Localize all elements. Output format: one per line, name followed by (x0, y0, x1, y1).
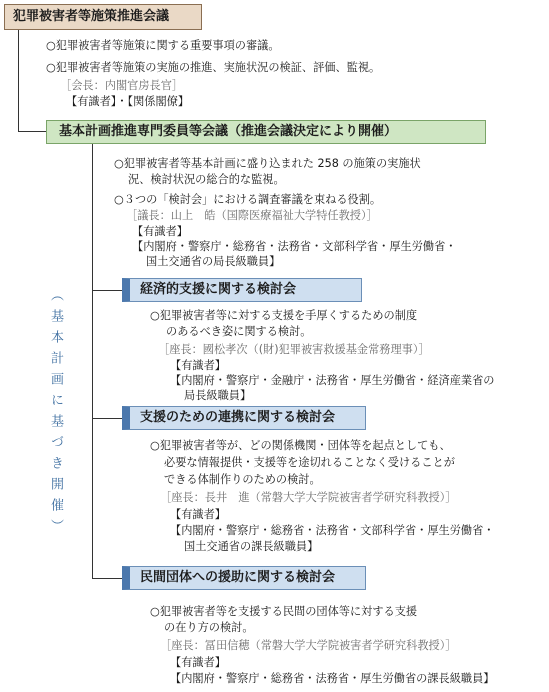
wg1-line-1: ○犯罪被害者等に対する支援を手厚くするための制度 (150, 309, 418, 322)
council-chair: ［会長：内閣官房長官］ (60, 79, 184, 92)
wg3-gov-1: 【内閣府・警察庁・総務省・法務省・厚生労働省の課長級職員】 (170, 672, 495, 685)
connector-committee (92, 144, 93, 578)
wg1-line-2: のあるべき姿に関する検討。 (166, 325, 312, 338)
wg1-members-label: 【有識者】 (170, 359, 226, 372)
wg3-chair: ［座長：冨田信穂（常磐大学大学院被害者学研究科教授）］ (160, 639, 457, 652)
council-title: 犯罪被害者等施策推進会議 (4, 4, 202, 30)
wg1-gov-1: 【内閣府・警察庁・金融庁・法務省・厚生労働省・経済産業省の (170, 374, 495, 387)
committee-item-2: ○３つの「検討会」における調査審議を束ねる役割。 (114, 193, 382, 206)
connector-wg2 (92, 418, 122, 419)
connector-wg3 (92, 578, 122, 579)
wg1-chair: ［座長：國松孝次（(財)犯罪被害救援基金常務理事）］ (158, 343, 430, 356)
wg2-gov-2: 国土交通省の課長級職員】 (184, 540, 319, 553)
committee-title: 基本計画推進専門委員等会議（推進会議決定により開催） (46, 120, 486, 144)
connector-wg1 (92, 290, 122, 291)
wg2-members-label: 【有識者】 (170, 508, 226, 521)
wg2-line-3: できる体制作りのための検討。 (164, 473, 321, 486)
wg3-line-1: ○犯罪被害者等を支援する民間の団体等に対する支援 (150, 605, 418, 618)
committee-item-1a: ○犯罪被害者等基本計画に盛り込まれた 258 の施策の実施状 (114, 157, 421, 170)
council-item-1: ○犯罪被害者等施策に関する重要事項の審議。 (46, 39, 280, 52)
wg2-line-2: 必要な情報提供・支援等を途切れることなく受けることが (164, 456, 455, 469)
wg2-gov-1: 【内閣府・警察庁・総務省・法務省・文部科学省・厚生労働省・ (170, 524, 495, 537)
wg3-members-label: 【有識者】 (170, 656, 226, 669)
connector-council (18, 30, 19, 131)
committee-gov-2: 国土交通省の局長級職員】 (146, 255, 281, 268)
council-item-2: ○犯罪被害者等施策の実施の推進、実施状況の検証、評価、監視。 (46, 61, 381, 74)
wg3-line-2: の在り方の検討。 (164, 621, 254, 634)
connector-council-h (18, 131, 46, 132)
wg2-line-1: ○犯罪被害者等が、どの関係機関・団体等を起点としても、 (150, 439, 451, 452)
committee-gov-1: 【内閣府・警察庁・総務省・法務省・文部科学省・厚生労働省・ (132, 240, 457, 253)
wg-cooperation-title: 支援のための連携に関する検討会 (122, 406, 366, 430)
committee-item-1b: 況、検討状況の総合的な監視。 (128, 173, 285, 186)
committee-chair: ［議長：山上 皓（国際医療福祉大学特任教授）］ (126, 209, 378, 222)
council-members: 【有識者】・【関係閣僚】 (66, 95, 190, 108)
wg2-chair: ［座長：長井 進（常磐大学大学院被害者学研究科教授）］ (160, 491, 457, 504)
wg-economic-support-title: 経済的支援に関する検討会 (122, 278, 362, 302)
committee-members-label: 【有識者】 (132, 225, 188, 238)
wg-private-organizations-title: 民間団体への援助に関する検討会 (122, 566, 366, 590)
side-label: （基本計画に基づき開催） (48, 288, 63, 540)
wg1-gov-2: 局長級職員】 (184, 389, 252, 402)
